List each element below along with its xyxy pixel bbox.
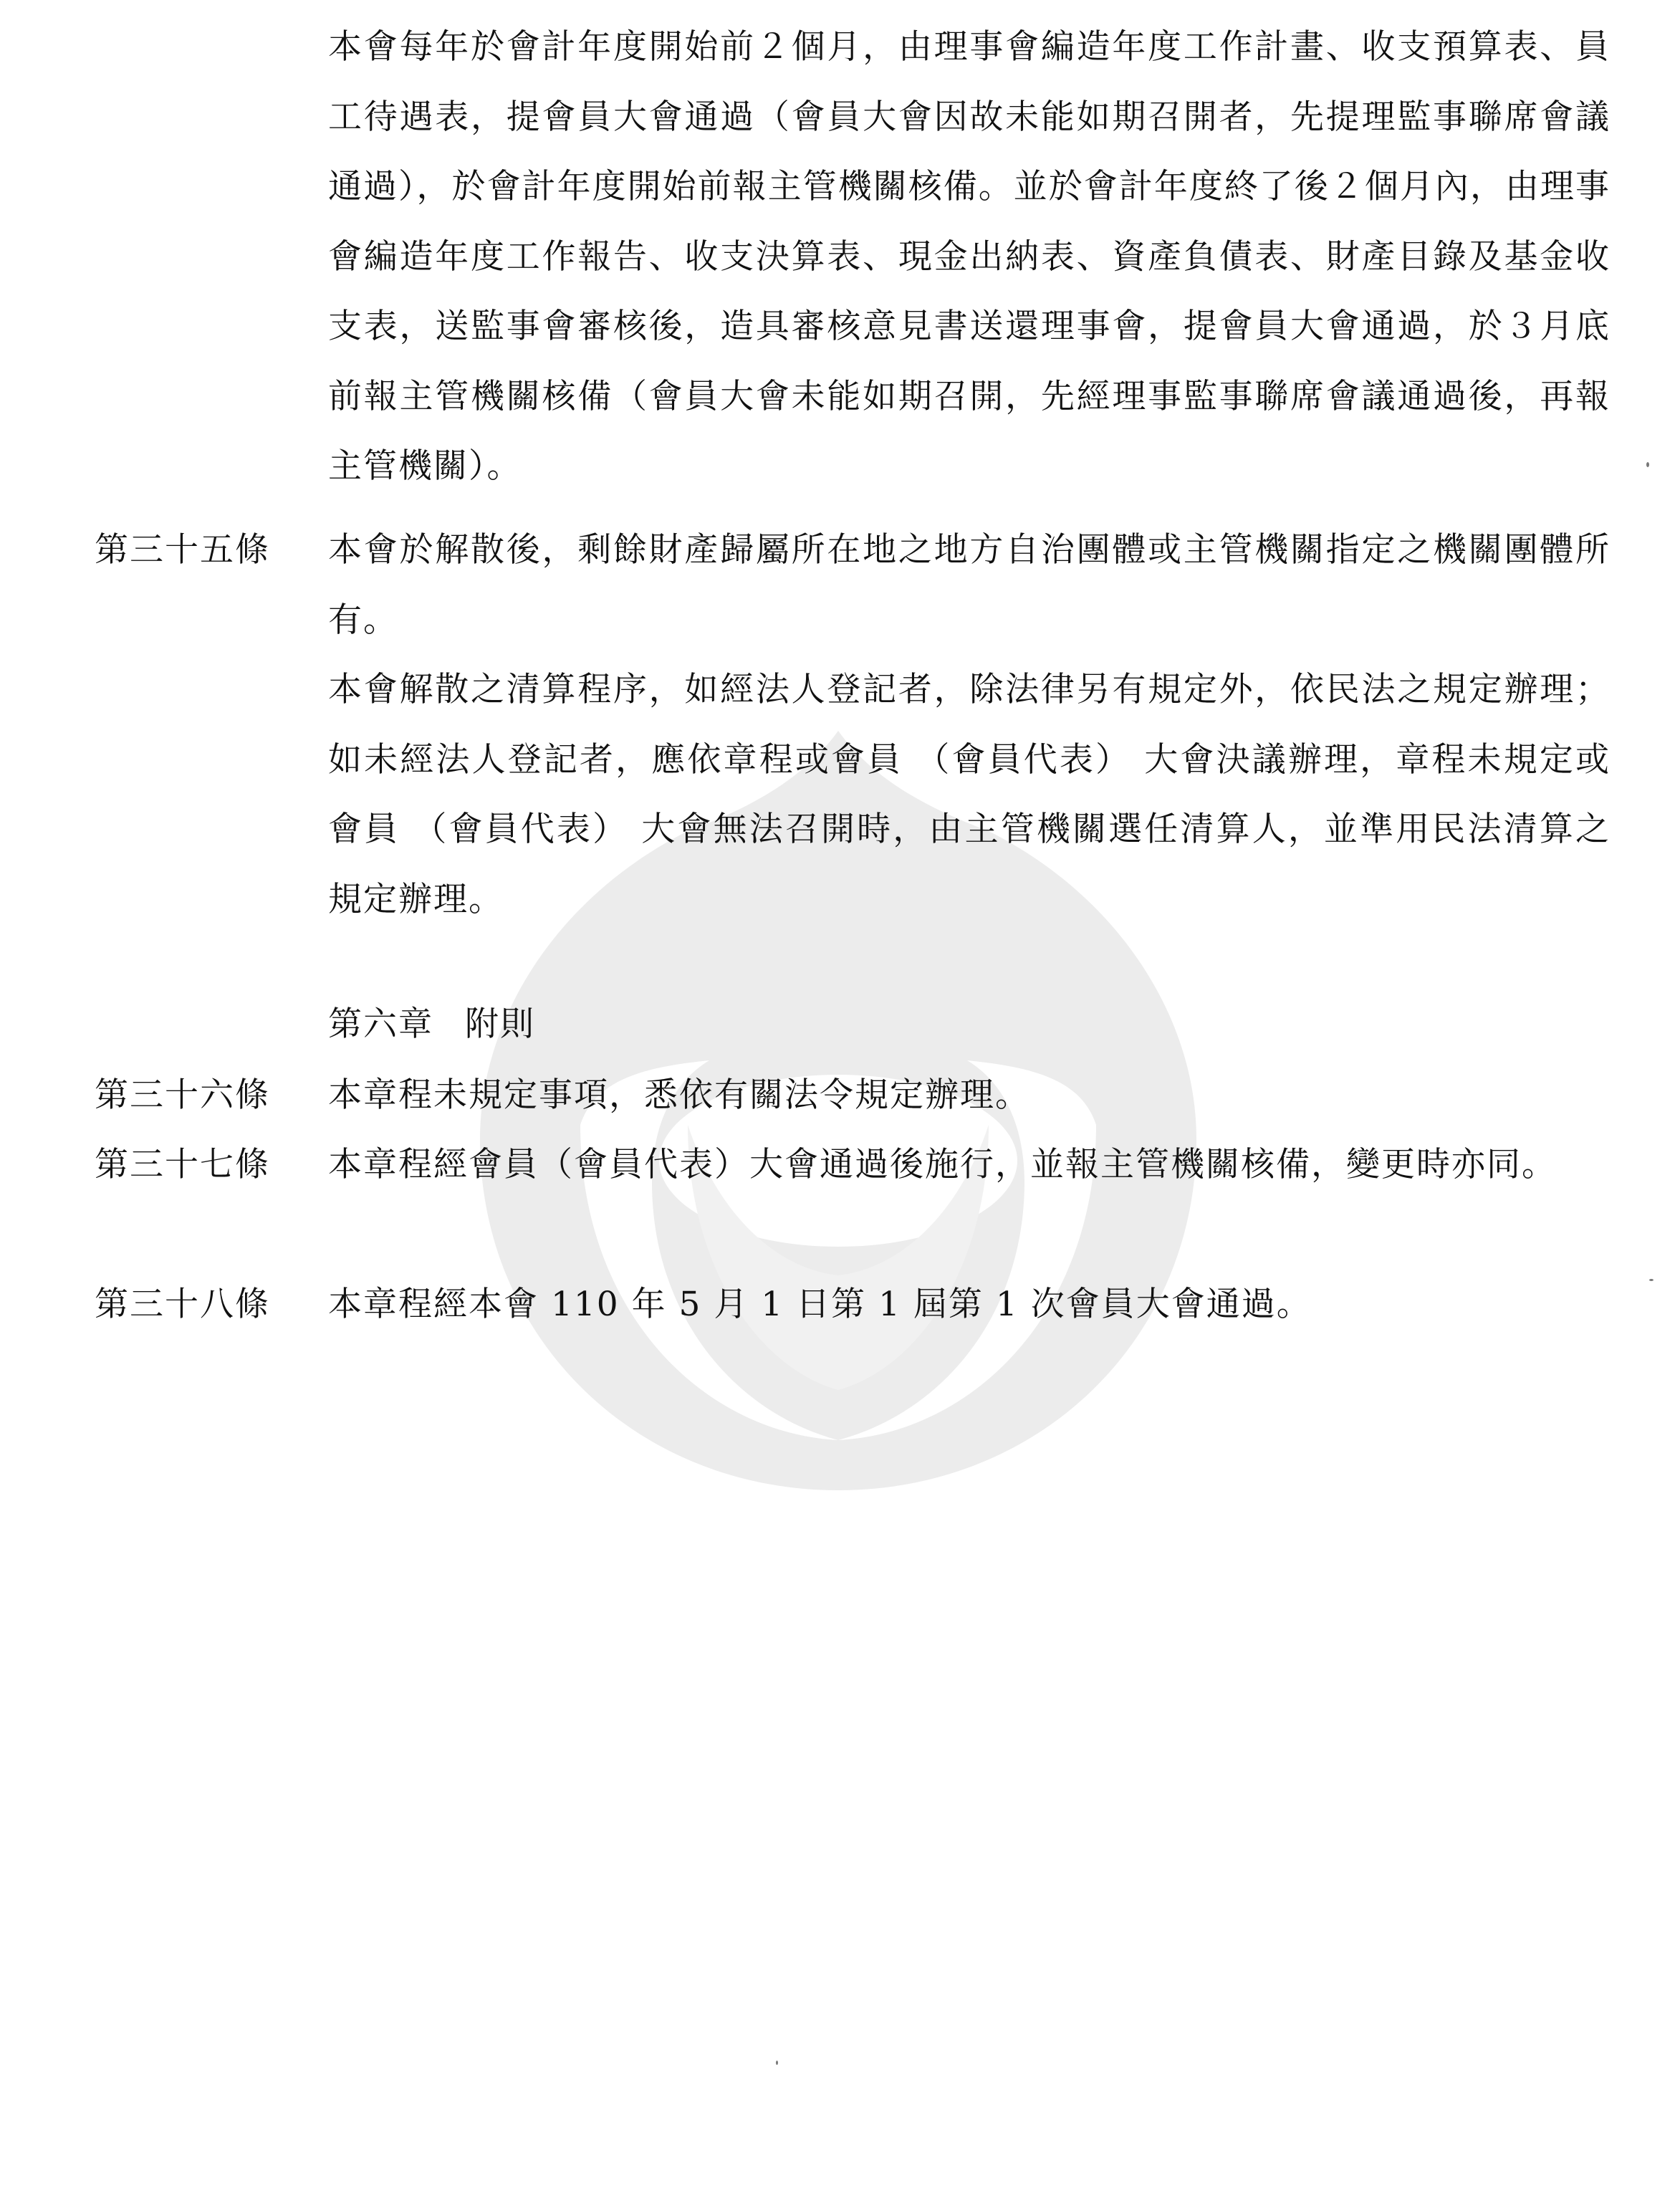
chapter-number: 第六章 (328, 1004, 433, 1044)
article-35-paragraph-2: 本會解散之清算程序，如經法人登記者，除法律另有規定外，依民法之規定辦理；如未經法人登記者，應依章程或會員 （會員代表） 大會決議辦理，章程未規定或會員 （會員代表） 大會無法召開時，由主管機關選任清算人，並準用民法清算之規定辦理。 (328, 670, 1611, 919)
chapter-title: 附則 (465, 1004, 535, 1044)
chapter-6-heading (328, 989, 535, 1060)
article-38-text: 本章程經本會 110 年 5 月 1 日第 1 屆第 1 次會員大會通過。 (328, 1285, 1312, 1324)
article-34-continuation: 本會每年於會計年度開始前２個月，由理事會編造年度工作計畫、收支預算表、員工待遇表，提會員大會通過（會員大會因故未能如期召開者，先提理監事聯席會議通過），於會計年度開始前報主管機關核備。並於會計年度終了後２個月內，由理事會編造年度工作報告、收支決算表、現金出納表、資產負債表、財產目錄及基金收支表，送監事會審核後，造具審核意見書送還理事會，提會員大會通過，於３月底前報主管機關核備（會員大會未能如期召開，先經理事監事聯席會議通過後，再報主管機關）。 (328, 27, 1611, 486)
article-38-label: 第三十八條 (95, 1285, 270, 1324)
article-36-label: 第三十六條 (95, 1075, 270, 1115)
article-35-label: 第三十五條 (95, 530, 270, 570)
article-35-paragraph-1: 本會於解散後，剩餘財產歸屬所在地之地方自治團體或主管機關指定之機關團體所有。 (328, 530, 1611, 640)
article-36-text: 本章程未規定事項，悉依有關法令規定辦理。 (328, 1075, 1030, 1115)
article-37-label: 第三十七條 (95, 1145, 270, 1184)
article-37-text: 本章程經會員（會員代表）大會通過後施行，並報主管機關核備，變更時亦同。 (328, 1145, 1557, 1184)
